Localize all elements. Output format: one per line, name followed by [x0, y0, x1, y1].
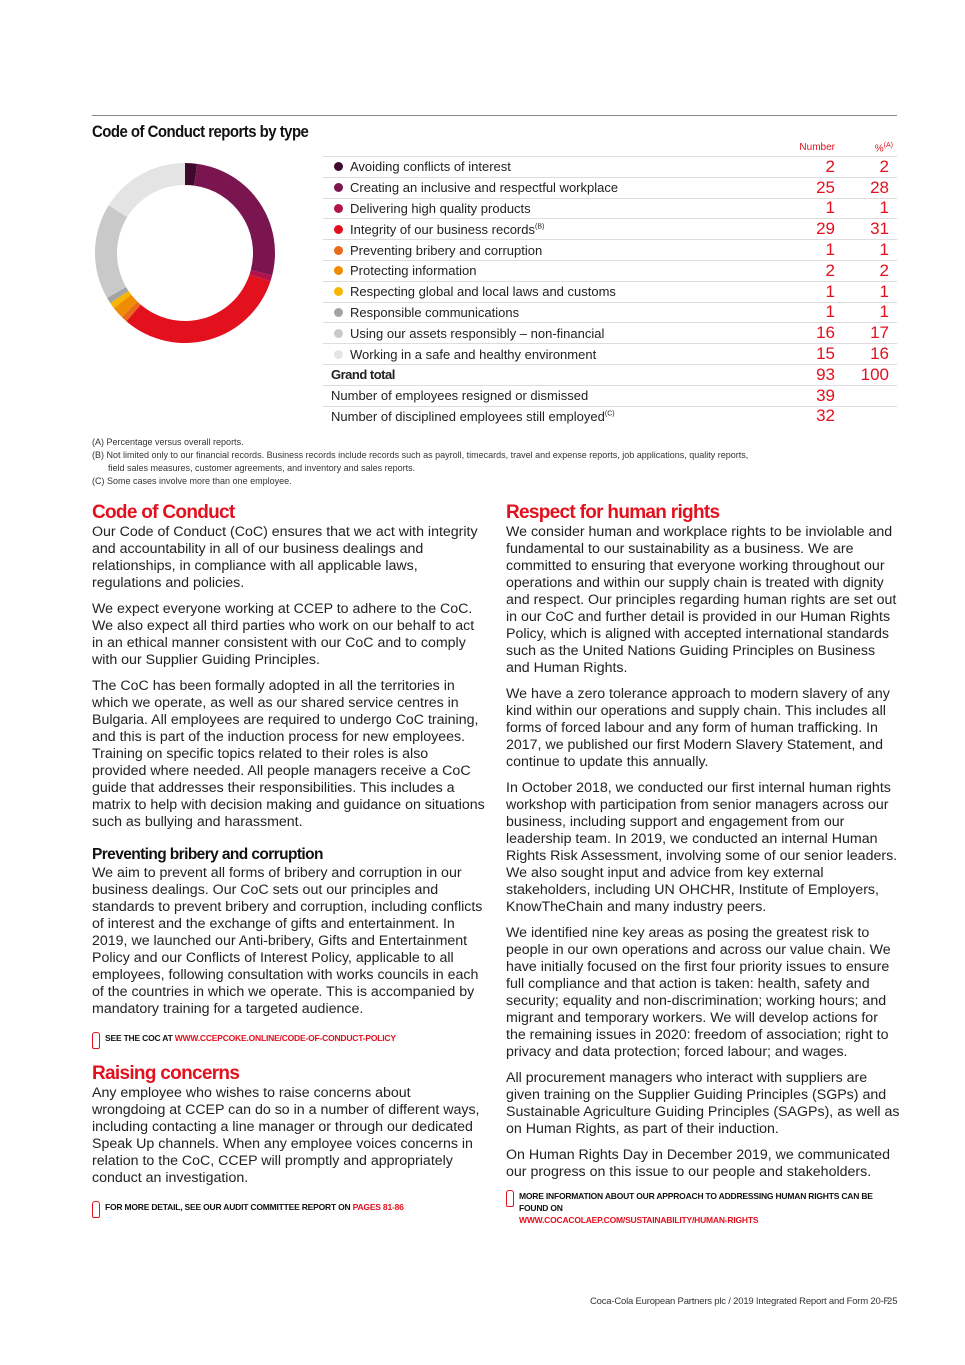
row-label — [350, 159, 897, 174]
table-row — [323, 156, 897, 177]
footnote-ref: (C) — [604, 410, 615, 418]
note-b: (B) Not limited only to our financial records. Business records include records such as payroll, timecards, travel and expense reports, job applications, quality reports, — [92, 450, 749, 460]
audit-reference — [92, 1201, 486, 1218]
legend-dot-icon — [334, 246, 343, 255]
note-a: (A) Percentage versus overall reports. — [92, 437, 244, 447]
row-number: 1 — [825, 240, 835, 260]
row-label — [331, 388, 588, 403]
row-percent: 17 — [870, 323, 889, 343]
row-number: 1 — [825, 302, 835, 322]
row-label-text: Number of disciplined employees still employed — [331, 408, 605, 424]
row-label — [350, 263, 897, 278]
paragraph: Any employee who wishes to raise concerns about wrongdoing at CCEP can do so in a number of different ways, including contacting a line manager or through our dedicated Speak Up channels. When any employee voices concerns in relation to the CoC, CCEP will promptly and appropriately conduct an investigation. — [92, 1085, 480, 1186]
category-label: Working in a safe and healthy environment — [350, 346, 597, 362]
category-label: Avoiding conflicts of interest — [350, 159, 511, 175]
row-label-text: Number of employees resigned or dismissed — [331, 388, 589, 404]
row-percent: 2 — [879, 260, 889, 280]
row-label — [350, 201, 897, 216]
category-label: Integrity of our business records — [350, 221, 535, 237]
reports-table — [323, 140, 897, 426]
row-label — [350, 347, 897, 362]
legend-dot-icon — [334, 162, 343, 171]
row-number: 1 — [825, 198, 835, 218]
row-percent: 2 — [879, 156, 889, 176]
paragraph: In October 2018, we conducted our first internal human rights workshop with participation from senior managers across our business, including support and engagement from our leadership team. In 2019, we conducted an internal Human Rights Risk Assessment, involving some of our senior leaders. We also sought input and advice from key external stakeholders, including UN OHCHR, Institute of Employers, KnowTheChain and many industry peers. — [506, 780, 898, 915]
heading-human-rights: Respect for human rights — [506, 502, 720, 523]
legend-dot-icon — [334, 204, 343, 213]
row-label — [331, 409, 615, 424]
row-label — [350, 180, 897, 195]
divider — [92, 115, 897, 116]
table-row — [323, 385, 897, 406]
legend-dot-icon — [334, 225, 343, 234]
row-number: 32 — [816, 406, 835, 426]
coc-reference — [92, 1032, 486, 1049]
category-label: Creating an inclusive and respectful workplace — [350, 180, 619, 196]
heading-code-of-conduct: Code of Conduct — [92, 502, 235, 523]
ref-text: MORE INFORMATION ABOUT OUR APPROACH TO ADDRESSING HUMAN RIGHTS CAN BE FOUND ON — [519, 1191, 873, 1213]
category-label: Using our assets responsibly – non-financial — [350, 325, 605, 341]
row-number: 16 — [816, 323, 835, 343]
heading-bribery: Preventing bribery and corruption — [92, 846, 323, 863]
human-rights-reference — [506, 1190, 900, 1226]
row-percent: 31 — [870, 219, 889, 239]
donut-slice — [95, 205, 127, 298]
table-row — [323, 198, 897, 219]
left-column — [92, 504, 486, 1234]
footer-text: Coca-Cola European Partners plc / 2019 Integrated Report and Form 20-F — [590, 1296, 890, 1307]
row-percent: 28 — [870, 177, 889, 197]
table-row — [323, 177, 897, 198]
paragraph: Our Code of Conduct (CoC) ensures that we act with integrity and accountability in all of our business dealings and relationships, in compliance with all applicable laws, regulations and policies. — [92, 524, 478, 591]
footnote-ref: (B) — [534, 223, 545, 231]
ref-text: FOR MORE DETAIL, SEE OUR AUDIT COMMITTEE REPORT ON — [105, 1202, 353, 1212]
legend-dot-icon — [334, 287, 343, 296]
chart-title: Code of Conduct reports by type — [92, 122, 309, 141]
donut-slice — [126, 274, 270, 343]
footnote-ref: (A) — [883, 142, 893, 149]
category-label: Responsible communications — [350, 304, 520, 320]
paragraph: We consider human and workplace rights to be inviolable and fundamental to our sustainability as a business. We are committed to ensuring that everyone working throughout our operations and within our supply chain is treated with dignity and respect. Our principles regarding human rights are set out in our CoC and further detail is provided in our Human Rights Policy, which is aligned with accepted international standards such as the United Nations Guiding Principles on Business and Human Rights. — [506, 524, 897, 676]
table-row — [323, 343, 897, 364]
col-header-number: Number — [799, 142, 835, 153]
row-number: 2 — [825, 260, 835, 280]
grand-total-row — [323, 364, 897, 385]
table-row — [323, 260, 897, 281]
donut-slice — [194, 164, 275, 276]
grand-total-percent: 100 — [860, 364, 889, 384]
row-number: 2 — [825, 156, 835, 176]
table-row — [323, 281, 897, 302]
bottle-icon — [92, 1032, 100, 1049]
table-row — [323, 302, 897, 323]
row-percent: 1 — [879, 240, 889, 260]
paragraph: We aim to prevent all forms of bribery and corruption in our business dealings. Our CoC sets out our principles and standards to prevent bribery and corruption, including conflicts of interest and the exchange of gifts and entertainment. In 2019, we launched our Anti-bribery, Gifts and Entertainment Policy and our Conflicts of Interest Policy, applicable to all employees, following consultation with works councils in each of the countries in which we operate. This is accompanied by mandatory training for a targeted audience. — [92, 865, 483, 1017]
row-label — [350, 326, 897, 341]
right-column — [506, 504, 900, 1242]
page-number: 25 — [887, 1296, 898, 1307]
row-number: 15 — [816, 344, 835, 364]
row-number: 1 — [825, 281, 835, 301]
paragraph: All procurement managers who interact with suppliers are given training on the Supplier Guiding Principles (SGPs) and Sustainable Agriculture Guiding Principles (SAGPs), as well as on Human Rights, as part of their induction. — [506, 1070, 900, 1137]
legend-dot-icon — [334, 266, 343, 275]
note-c: (C) Some cases involve more than one employee. — [92, 476, 292, 486]
human-rights-link[interactable]: WWW.COCACOLAEP.COM/SUSTAINABILITY/HUMAN-RIGHTS — [519, 1215, 759, 1225]
category-label: Respecting global and local laws and customs — [350, 284, 616, 300]
row-number: 39 — [816, 385, 835, 405]
legend-dot-icon — [334, 308, 343, 317]
legend-dot-icon — [334, 183, 343, 192]
note-b-cont: field sales measures, customer agreements, and inventory and sales reports. — [108, 463, 416, 473]
table-row — [323, 406, 897, 427]
paragraph: We have a zero tolerance approach to modern slavery of any kind within our operations and supply chain. This includes all forms of forced labour and any form of human trafficking. In 2017, we published our first Modern Slavery Statement, and continue to update this annually. — [506, 686, 890, 770]
row-label — [350, 284, 897, 299]
category-label: Protecting information — [350, 263, 477, 279]
table-row — [323, 239, 897, 260]
table-row — [323, 218, 897, 239]
bottle-icon — [506, 1190, 514, 1207]
donut-slice — [109, 163, 185, 217]
row-percent: 1 — [879, 198, 889, 218]
footnotes — [92, 436, 748, 488]
row-label — [350, 222, 897, 237]
row-percent: 1 — [879, 302, 889, 322]
pages-link[interactable]: PAGES 81-86 — [352, 1202, 404, 1212]
row-number: 25 — [816, 177, 835, 197]
legend-dot-icon — [334, 329, 343, 338]
row-label — [350, 243, 897, 258]
ref-text: SEE THE COC AT — [105, 1033, 175, 1043]
grand-total-label: Grand total — [331, 367, 395, 383]
paragraph: On Human Rights Day in December 2019, we communicated our progress on this issue to our people and stakeholders. — [506, 1147, 891, 1180]
heading-raising-concerns: Raising concerns — [92, 1063, 240, 1084]
col-header-percent: % — [874, 143, 884, 155]
legend-dot-icon — [334, 350, 343, 359]
row-label — [350, 305, 897, 320]
paragraph: We identified nine key areas as posing the greatest risk to people in our own operations and across our value chain. We have initially focused on the first four priority issues to ensure full compliance and that action is taken: health, safety and security; equality and non-discrimination; working hours; and migrant and temporary workers. We will develop actions for the remaining issues in 2020: freedom of association; right to privacy and data protection; forced labour; and wages. — [506, 925, 891, 1060]
bottle-icon — [92, 1201, 100, 1218]
table-row — [323, 322, 897, 343]
category-label: Preventing bribery and corruption — [350, 242, 543, 258]
row-percent: 16 — [870, 344, 889, 364]
category-label: Delivering high quality products — [350, 200, 531, 216]
grand-total-number: 93 — [816, 364, 835, 384]
row-number: 29 — [816, 219, 835, 239]
coc-link[interactable]: WWW.CCEPCOKE.ONLINE/CODE-OF-CONDUCT-POLICY — [174, 1033, 396, 1043]
donut-chart — [90, 158, 280, 348]
paragraph: We expect everyone working at CCEP to adhere to the CoC. We also expect all third parties who work on our behalf to act in an ethical manner consistent with our CoC and to comply with our Supplier Guiding Principles. — [92, 601, 475, 668]
paragraph: The CoC has been formally adopted in all the territories in which we operate, as well as our shared service centres in Bulgaria. All employees are required to undergo CoC training, and this is part of the induction process for new employees. Training on specific topics related to their roles is also provided where needed. All people managers receive a CoC guide that addresses their responsibilities. This includes a matrix to help with decision making and guidance on situations such as bullying and harassment. — [92, 678, 485, 830]
row-percent: 1 — [879, 281, 889, 301]
